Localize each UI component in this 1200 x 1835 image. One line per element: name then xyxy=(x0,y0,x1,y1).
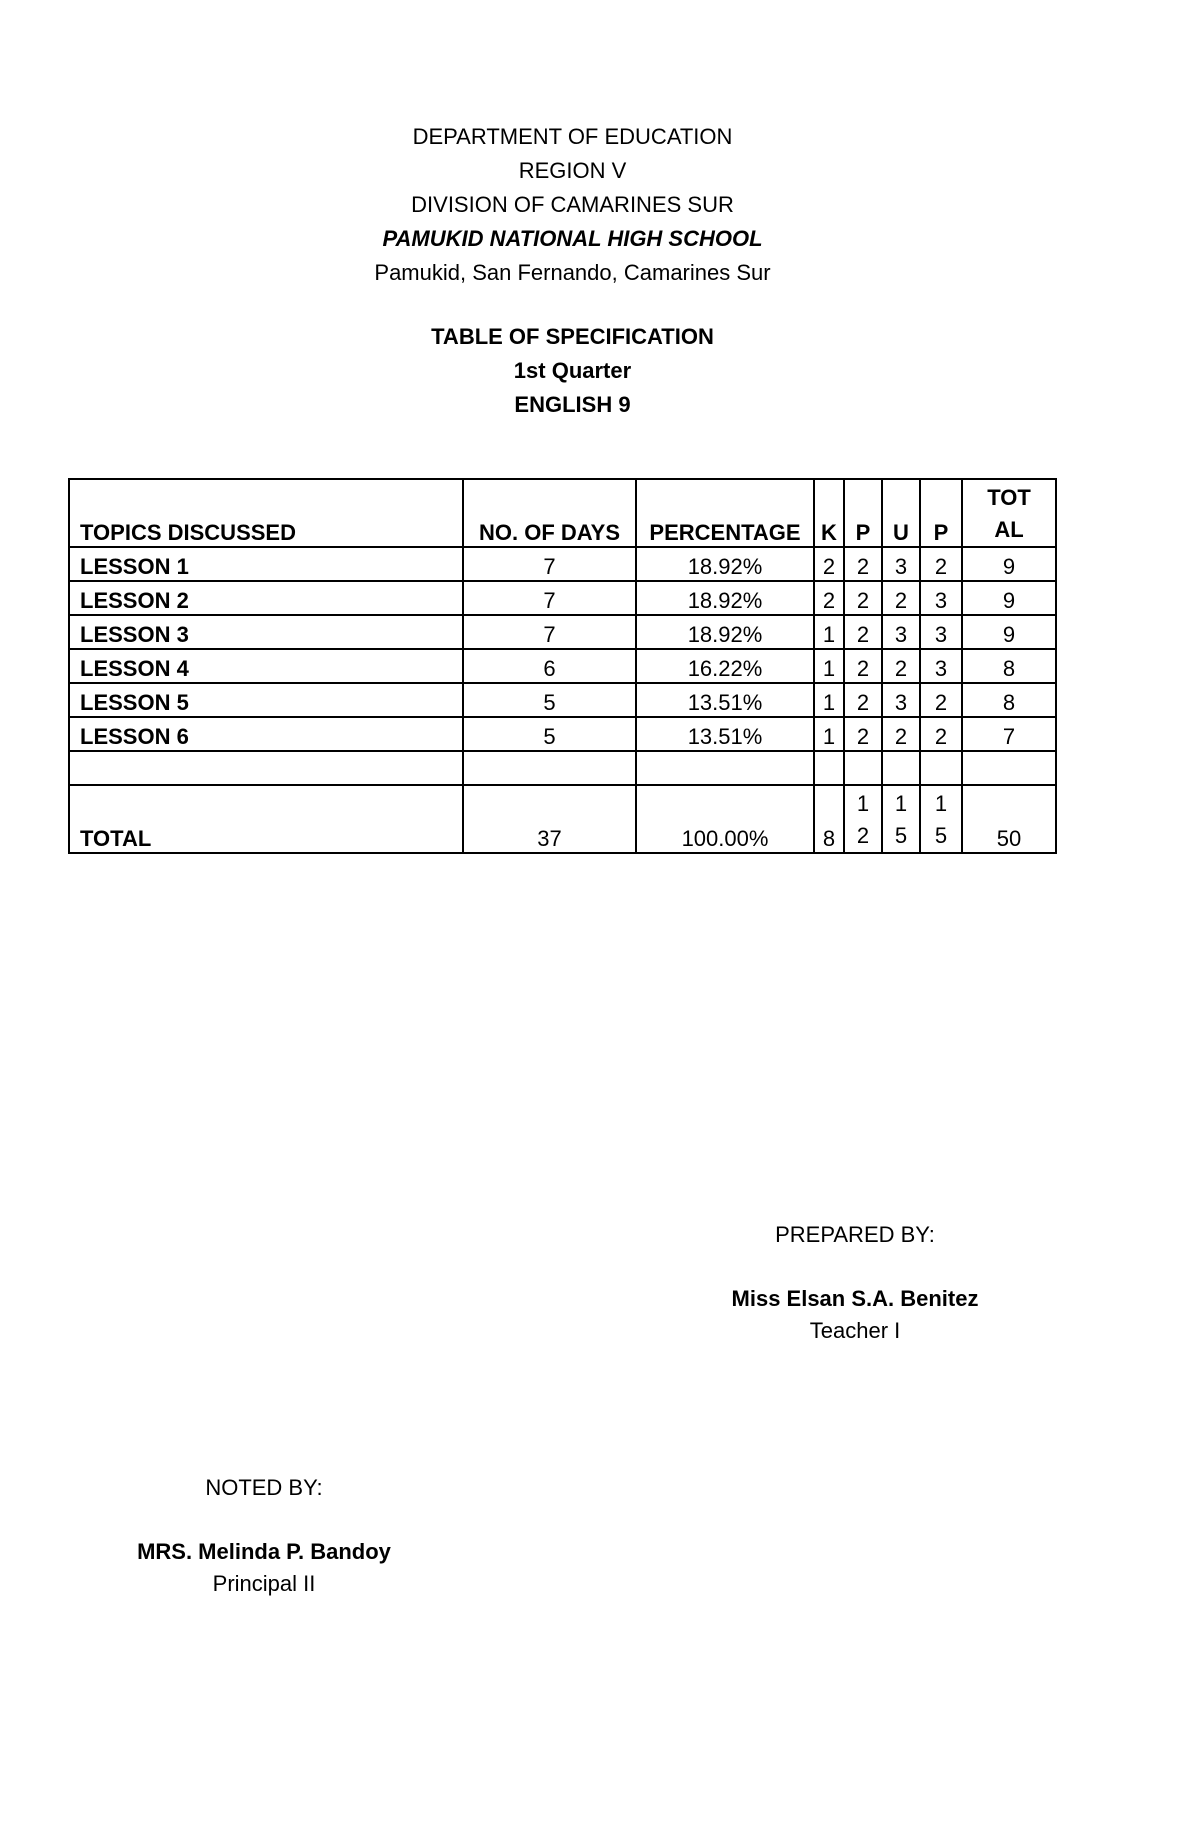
p2-cell: 3 xyxy=(920,649,962,683)
total-p1: 12 xyxy=(844,785,882,853)
total-cell: 9 xyxy=(962,547,1056,581)
header-percentage: PERCENTAGE xyxy=(636,479,814,547)
k-cell: 2 xyxy=(814,581,844,615)
p1-cell: 2 xyxy=(844,683,882,717)
total-k: 8 xyxy=(814,785,844,853)
header-u: U xyxy=(882,479,920,547)
header-p2: P xyxy=(920,479,962,547)
p1-cell: 2 xyxy=(844,547,882,581)
days-cell: 6 xyxy=(463,649,636,683)
preparer-position: Teacher I xyxy=(809,1318,901,1343)
table-row xyxy=(69,615,1056,649)
p1-cell: 2 xyxy=(844,615,882,649)
noted-by-label: NOTED BY: xyxy=(205,1475,323,1500)
noter-position: Principal II xyxy=(212,1571,316,1596)
k-cell: 1 xyxy=(814,683,844,717)
total-u: 15 xyxy=(882,785,920,853)
u-cell: 3 xyxy=(882,615,920,649)
percentage-cell: 18.92% xyxy=(636,547,814,581)
total-cell: 9 xyxy=(962,615,1056,649)
prepared-by-block xyxy=(655,1219,1055,1347)
total-cell: 8 xyxy=(962,683,1056,717)
k-cell: 2 xyxy=(814,547,844,581)
noted-by-block xyxy=(64,1472,464,1600)
table-row xyxy=(69,649,1056,683)
topic-cell: LESSON 6 xyxy=(69,717,463,751)
topic-cell: LESSON 2 xyxy=(69,581,463,615)
total-total: 50 xyxy=(962,785,1056,853)
subject-label: ENGLISH 9 xyxy=(514,392,631,417)
empty-row xyxy=(69,751,1056,785)
topic-cell: LESSON 5 xyxy=(69,683,463,717)
total-days: 37 xyxy=(463,785,636,853)
p2-cell: 2 xyxy=(920,683,962,717)
percentage-cell: 13.51% xyxy=(636,683,814,717)
total-cell: 9 xyxy=(962,581,1056,615)
percentage-cell: 13.51% xyxy=(636,717,814,751)
p1-cell: 2 xyxy=(844,581,882,615)
u-cell: 3 xyxy=(882,683,920,717)
k-cell: 1 xyxy=(814,717,844,751)
total-cell: 8 xyxy=(962,649,1056,683)
total-label: TOTAL xyxy=(69,785,463,853)
u-cell: 2 xyxy=(882,581,920,615)
days-cell: 5 xyxy=(463,683,636,717)
region-line: REGION V xyxy=(518,158,627,183)
header-p1: P xyxy=(844,479,882,547)
table-row xyxy=(69,581,1056,615)
percentage-cell: 18.92% xyxy=(636,615,814,649)
p1-cell: 2 xyxy=(844,717,882,751)
days-cell: 5 xyxy=(463,717,636,751)
days-cell: 7 xyxy=(463,581,636,615)
header-days: NO. OF DAYS xyxy=(463,479,636,547)
percentage-cell: 18.92% xyxy=(636,581,814,615)
table-row xyxy=(69,683,1056,717)
division-line: DIVISION OF CAMARINES SUR xyxy=(411,192,734,217)
document-title: TABLE OF SPECIFICATION xyxy=(431,324,714,349)
specification-table xyxy=(68,478,1057,854)
topic-cell: LESSON 1 xyxy=(69,547,463,581)
p2-cell: 3 xyxy=(920,581,962,615)
u-cell: 2 xyxy=(882,717,920,751)
days-cell: 7 xyxy=(463,547,636,581)
prepared-by-label: PREPARED BY: xyxy=(775,1222,935,1247)
days-cell: 7 xyxy=(463,615,636,649)
table-row xyxy=(69,717,1056,751)
total-cell: 7 xyxy=(962,717,1056,751)
header-k: K xyxy=(814,479,844,547)
total-p2: 15 xyxy=(920,785,962,853)
u-cell: 3 xyxy=(882,547,920,581)
quarter-label: 1st Quarter xyxy=(513,358,632,383)
p2-cell: 3 xyxy=(920,615,962,649)
topic-cell: LESSON 4 xyxy=(69,649,463,683)
k-cell: 1 xyxy=(814,649,844,683)
topic-cell: LESSON 3 xyxy=(69,615,463,649)
percentage-cell: 16.22% xyxy=(636,649,814,683)
p2-cell: 2 xyxy=(920,547,962,581)
table-row xyxy=(69,547,1056,581)
header-topics: TOPICS DISCUSSED xyxy=(69,479,463,547)
k-cell: 1 xyxy=(814,615,844,649)
department-line: DEPARTMENT OF EDUCATION xyxy=(412,124,733,149)
u-cell: 2 xyxy=(882,649,920,683)
noter-name: MRS. Melinda P. Bandoy xyxy=(137,1539,391,1564)
preparer-name: Miss Elsan S.A. Benitez xyxy=(731,1286,979,1311)
p2-cell: 2 xyxy=(920,717,962,751)
school-address: Pamukid, San Fernando, Camarines Sur xyxy=(374,260,771,285)
total-row xyxy=(69,785,1056,853)
table-header-row xyxy=(69,479,1056,547)
school-name: PAMUKID NATIONAL HIGH SCHOOL xyxy=(382,226,763,251)
p1-cell: 2 xyxy=(844,649,882,683)
total-percentage: 100.00% xyxy=(636,785,814,853)
header-total: TOTAL xyxy=(962,479,1056,547)
document-header xyxy=(0,120,1145,422)
